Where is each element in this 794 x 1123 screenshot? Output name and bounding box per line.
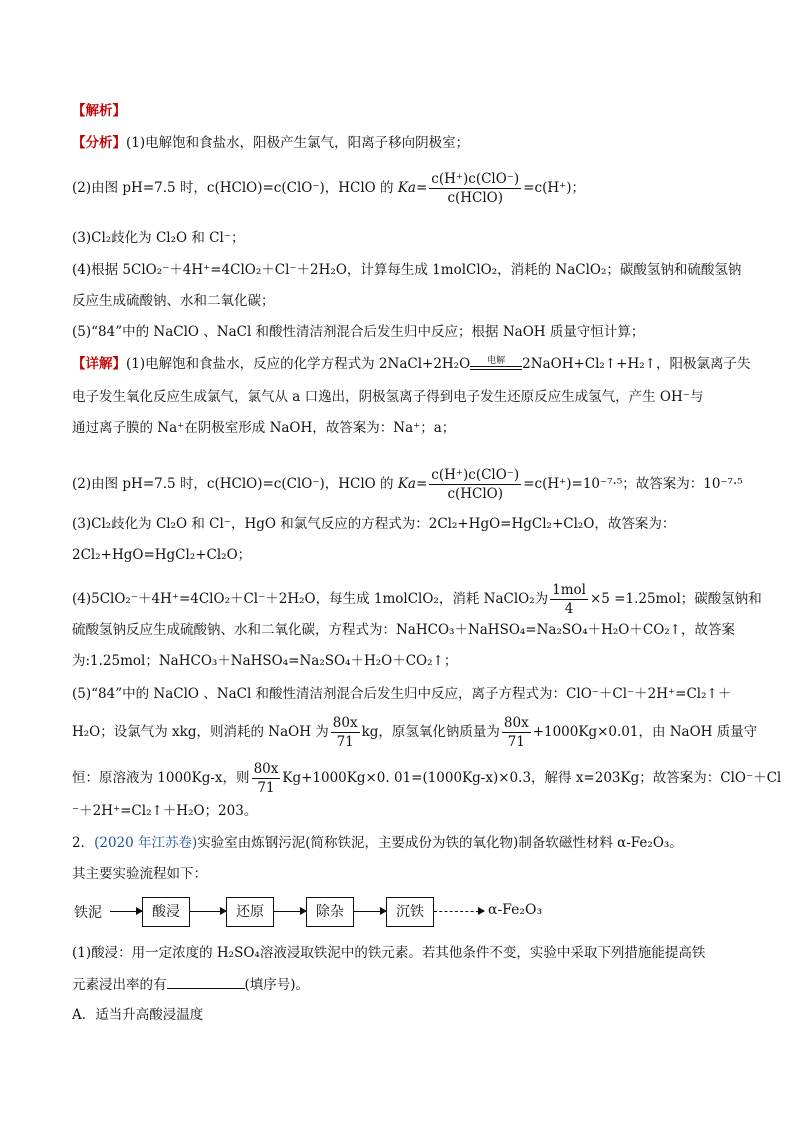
question-source: (2020 年江苏卷) — [94, 835, 198, 851]
fenxi-heading: 【分析】 — [72, 135, 126, 151]
ka-numerator: c(H⁺)c(ClO⁻) — [431, 171, 520, 187]
mol-fraction — [550, 581, 588, 618]
fenxi-line-3: (3)Cl₂歧化为 Cl₂O 和 Cl⁻； — [72, 230, 245, 246]
flow-step-4: 沉铁 — [386, 897, 434, 927]
xiangjie-text-1b: 2NaOH+Cl₂↑+H₂↑，阳极氯离子失 — [522, 356, 751, 372]
mass-denominator-3: 71 — [257, 780, 275, 796]
xiangjie-text-5c2: Kg+1000Kg×0. 01=(1000Kg-x)×0.3，解得 x=203Kg；故答案为：ClO⁻＋Cl — [282, 770, 782, 786]
flow-arrow-2 — [190, 911, 226, 912]
flow-arrow-4 — [354, 911, 386, 912]
fenxi-text-1: (1)电解饱和食盐水，阳极产生氯气，阳离子移向阴极室； — [126, 135, 470, 151]
process-flow-diagram — [72, 896, 712, 930]
xiangjie-text-5c1: 恒：原溶液为 1000Kg-x，则 — [72, 770, 250, 786]
xiangjie-text-4b: ×5 =1.25mol；碳酸氢钠和 — [589, 591, 762, 607]
xiangjie-line-4a — [72, 581, 762, 618]
fenxi-line-5: (5)“84”中的 NaClO 、NaCl 和酸性清洁剂混合后发生归中反应；根据 NaOH 质量守恒计算； — [72, 324, 645, 340]
ka-fraction — [429, 170, 521, 207]
flow-step-1: 酸浸 — [142, 897, 190, 927]
xiangjie-line-2 — [72, 466, 743, 503]
ka-numerator-2: c(H⁺)c(ClO⁻) — [431, 467, 520, 483]
mass-fraction-3 — [252, 760, 281, 797]
xiangjie-text-1a: (1)电解饱和食盐水，反应的化学方程式为 2NaCl+2H₂O — [126, 356, 471, 372]
flow-arrow-3 — [274, 911, 306, 912]
xiangjie-text-5b2: kg，原氢氧化钠质量为 — [361, 724, 500, 740]
xiangjie-line-1c: 电子发生氧化反应生成氯气，氯气从 a 口逸出，阴极氢离子得到电子发生还原反应生成氢气，产生 OH⁻与 — [72, 389, 704, 405]
xiangjie-line-3a: (3)Cl₂歧化为 Cl₂O 和 Cl⁻，HgO 和氯气反应的方程式为：2Cl₂+HgO=HgCl₂+Cl₂O，故答案为： — [72, 516, 676, 532]
xiangjie-text-4a: (4)5ClO₂⁻＋4H⁺=4ClO₂＋Cl⁻＋2H₂O，每生成 1molClO₂，消耗 NaClO₂为 — [72, 591, 549, 607]
fenxi-text-2b: =c(H⁺)； — [523, 180, 586, 196]
xiangjie-text-2b: =c(H⁺)=10⁻⁷·⁵；故答案为：10⁻⁷·⁵ — [523, 476, 743, 492]
double-line — [470, 366, 522, 370]
fenxi-line-4a: (4)根据 5ClO₂⁻＋4H⁺=4ClO₂＋Cl⁻＋2H₂O，计算每生成 1molClO₂，消耗的 NaClO₂；碳酸氢钠和硫酸氢钠 — [72, 262, 742, 278]
part-1-text-b1: 元素浸出率的有 — [72, 977, 167, 993]
question-2-line — [72, 833, 683, 853]
mol-denominator: 4 — [564, 601, 574, 617]
flow-dashed-arrow — [434, 911, 484, 912]
question-text: 实验室由炼钢污泥(简称铁泥，主要成份为铁的氧化物)制备软磁性材料 α-Fe₂O₃。 — [197, 835, 683, 851]
answer-blank[interactable] — [167, 974, 245, 989]
ka-denominator-2: c(HClO) — [447, 486, 504, 502]
ka-symbol: Ka — [397, 180, 416, 196]
mass-denominator-2: 71 — [507, 734, 525, 750]
flow-end: α-Fe₂O₃ — [488, 902, 543, 918]
flow-intro: 其主要实验流程如下： — [72, 866, 207, 882]
option-a: A．适当升高酸浸温度 — [72, 1007, 204, 1023]
part-1-line-b — [72, 974, 309, 995]
xiangjie-line-1a — [72, 354, 750, 374]
fenxi-line-2 — [72, 170, 585, 207]
mass-numerator-2: 80x — [503, 715, 529, 731]
equals-sign: = — [415, 180, 428, 196]
electrolysis-label: 电解 — [487, 355, 506, 366]
mass-denominator-1: 71 — [336, 734, 354, 750]
ka-denominator: c(HClO) — [447, 190, 504, 206]
flow-start: 铁泥 — [74, 905, 102, 921]
flow-step-2: 还原 — [226, 897, 274, 927]
xiangjie-line-4c: 硫酸氢钠反应生成硫酸钠、水和二氧化碳，方程式为：NaHCO₃＋NaHSO₄=Na₂SO₄＋H₂O＋CO₂↑，故答案 — [72, 622, 735, 638]
equals-sign-2: = — [415, 476, 428, 492]
xiangjie-line-4d: 为:1.25mol；NaHCO₃＋NaHSO₄=Na₂SO₄＋H₂O＋CO₂↑； — [72, 653, 458, 669]
fenxi-line-1 — [72, 133, 469, 153]
fenxi-line-4b: 反应生成硫酸钠、水和二氧化碳； — [72, 293, 275, 309]
electrolysis-arrow — [470, 356, 522, 370]
xiangjie-text-2a: (2)由图 pH=7.5 时，c(HClO)=c(ClO⁻)，HClO 的 — [72, 476, 398, 492]
xiangjie-line-5c — [72, 760, 781, 797]
flow-step-3: 除杂 — [306, 897, 354, 927]
part-1-line-a: (1)酸浸：用一定浓度的 H₂SO₄溶液浸取铁泥中的铁元素。若其他条件不变，实验中采取下列措施能提高铁 — [72, 945, 706, 961]
xiangjie-heading: 【详解】 — [72, 356, 126, 372]
mass-numerator-1: 80x — [332, 715, 358, 731]
flow-arrow-1 — [110, 911, 142, 912]
xiangjie-text-5b1: H₂O；设氯气为 xkg，则消耗的 NaOH 为 — [72, 724, 329, 740]
xiangjie-line-1d: 通过离子膜的 Na⁺在阴极室形成 NaOH，故答案为：Na⁺；a； — [72, 420, 456, 436]
question-number: 2． — [72, 835, 95, 851]
xiangjie-line-5d: ⁻＋2H⁺=Cl₂↑＋H₂O；203。 — [72, 803, 258, 819]
mass-fraction-2 — [502, 714, 531, 751]
mass-numerator-3: 80x — [253, 761, 279, 777]
part-1-text-b2: (填序号)。 — [244, 977, 310, 993]
mol-numerator: 1mol — [552, 582, 586, 598]
xiangjie-line-5b — [72, 714, 757, 751]
mass-fraction-1 — [331, 714, 360, 751]
jiexi-heading: 【解析】 — [72, 103, 126, 119]
fenxi-text-2a: (2)由图 pH=7.5 时，c(HClO)=c(ClO⁻)，HClO 的 — [72, 180, 398, 196]
ka-fraction-2 — [429, 466, 521, 503]
xiangjie-line-5a: (5)“84”中的 NaClO 、NaCl 和酸性清洁剂混合后发生归中反应，离子方程式为：ClO⁻＋Cl⁻＋2H⁺=Cl₂↑＋ — [72, 686, 732, 702]
xiangjie-text-5b3: +1000Kg×0.01，由 NaOH 质量守 — [532, 724, 758, 740]
xiangjie-line-3b: 2Cl₂+HgO=HgCl₂+Cl₂O； — [72, 547, 252, 563]
ka-symbol-2: Ka — [397, 476, 416, 492]
